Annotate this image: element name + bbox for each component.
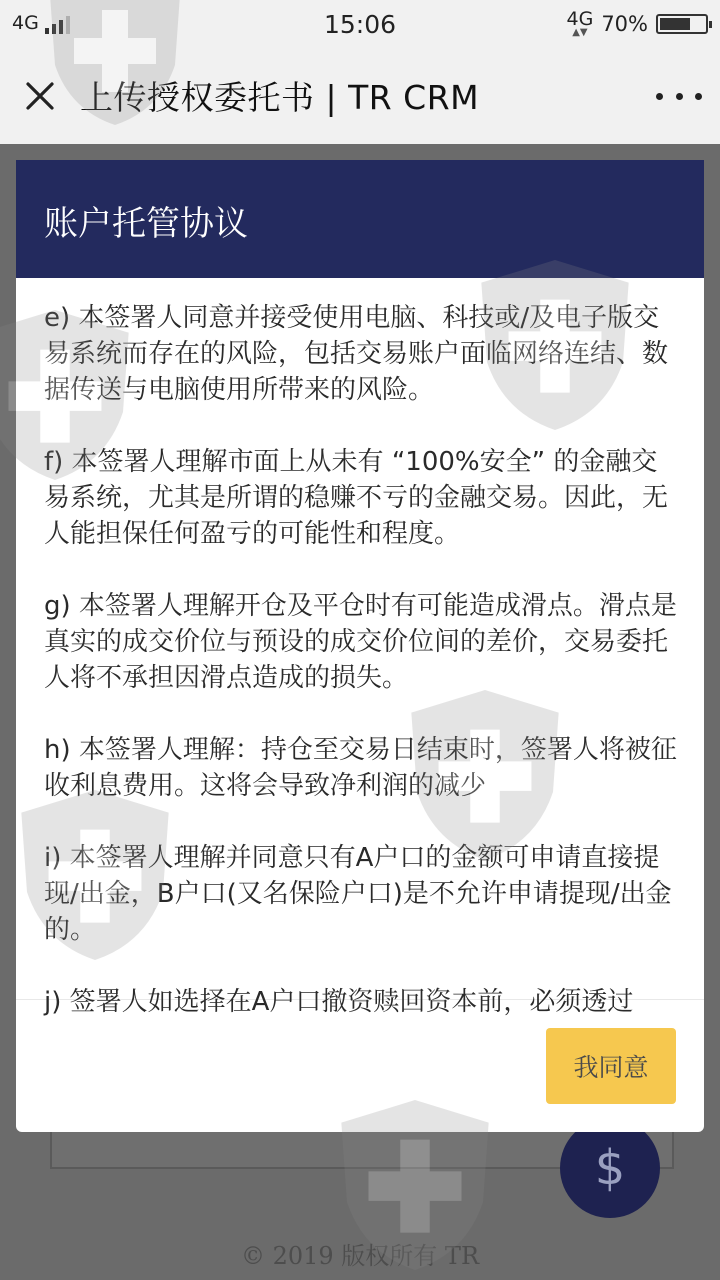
- clause-f: f) 本签署人理解市面上从未有 “100%安全” 的金融交易系统，尤其是所谓的稳赚不亏的金融交易。因此，无人能担保任何盈亏的可能性和程度。: [44, 447, 669, 549]
- data-arrows-icon: ▲▼: [572, 27, 588, 38]
- network-type-left: 4G: [12, 12, 39, 34]
- agreement-text-scroll[interactable]: [16, 278, 704, 1017]
- clause-e: e) 本签署人同意并接受使用电脑、科技或/及电子版交易系统而存在的风险，包括交易账户面临网络连结、数据传送与电脑使用所带来的风险。: [44, 303, 669, 405]
- status-bar: [0, 0, 720, 50]
- page-title: 上传授权委托书 | TR CRM: [80, 78, 480, 117]
- modal-header: [16, 160, 704, 278]
- close-icon[interactable]: [22, 78, 58, 114]
- clause-i: i) 本签署人理解并同意只有A户口的金额可申请直接提现/出金，B户口(又名保险户口)是不允许申请提现/出金的。: [44, 843, 672, 945]
- title-bar: [0, 50, 720, 144]
- more-dots-icon[interactable]: [656, 76, 702, 116]
- battery-fill: [660, 18, 690, 30]
- clause-g: g) 本签署人理解开仓及平仓时有可能造成滑点。滑点是真实的成交价位与预设的成交价位间的差价，交易委托人将不承担因滑点造成的损失。: [44, 591, 677, 693]
- copyright-text: © 2019 版权所有 TR: [240, 1242, 480, 1270]
- network-type-right: [567, 10, 594, 38]
- agree-button[interactable]: 我同意: [546, 1028, 676, 1104]
- clause-h: h) 本签署人理解：持仓至交易日结束时，签署人将被征收利息费用。这将会导致净利润的减少: [44, 735, 677, 801]
- battery-icon: [656, 14, 708, 34]
- battery-percent: 70%: [601, 12, 648, 36]
- clause-j: j) 签署人如选择在A户口撤资赎回资本前，必须透过: [44, 987, 634, 1017]
- network-right-label: 4G: [566, 8, 594, 30]
- modal-footer: [16, 1000, 704, 1132]
- dollar-icon[interactable]: $: [560, 1118, 660, 1218]
- status-right: [567, 10, 709, 38]
- modal-title: 账户托管协议: [44, 204, 248, 244]
- agreement-modal: [16, 160, 704, 1132]
- clock: 15:06: [323, 10, 397, 39]
